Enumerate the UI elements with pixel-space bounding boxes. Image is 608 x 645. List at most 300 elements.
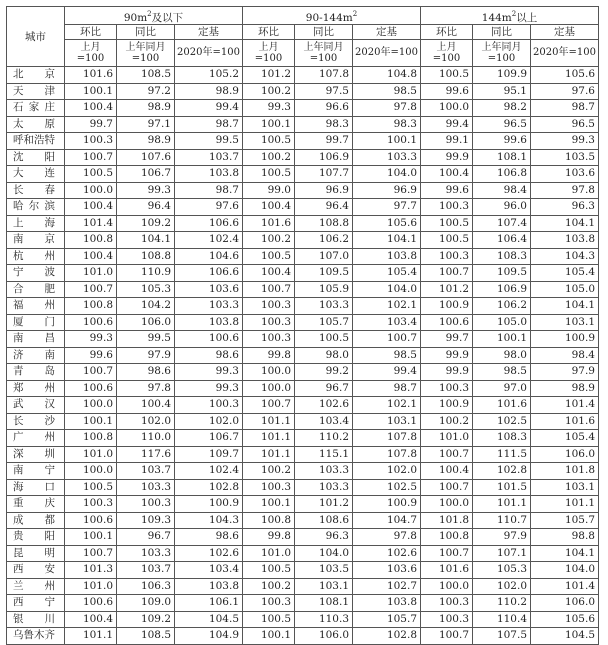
table-row: [7, 116, 599, 133]
index-value: 104.0: [531, 562, 599, 579]
index-value: 104.5: [531, 628, 599, 645]
index-value: 100.0: [243, 364, 295, 381]
index-value: 103.3: [295, 479, 353, 496]
index-value: 96.3: [531, 199, 599, 216]
index-value: 98.7: [531, 100, 599, 117]
index-value: 107.6: [117, 149, 175, 166]
index-value: 106.2: [473, 298, 531, 315]
index-value: 97.6: [175, 199, 243, 216]
index-value: 98.2: [473, 100, 531, 117]
index-value: 105.9: [295, 281, 353, 298]
index-value: 105.2: [175, 67, 243, 84]
index-value: 104.0: [295, 545, 353, 562]
index-value: 109.9: [473, 67, 531, 84]
column-subheader-base: 2020年=100: [531, 40, 599, 67]
index-value: 96.9: [353, 182, 421, 199]
index-value: 100.7: [243, 281, 295, 298]
index-value: 100.3: [421, 611, 473, 628]
index-value: 104.0: [353, 166, 421, 183]
index-value: 108.6: [295, 512, 353, 529]
table-row: [7, 248, 599, 265]
index-value: 102.0: [353, 463, 421, 480]
index-value: 99.8: [243, 347, 295, 364]
index-value: 103.3: [353, 149, 421, 166]
column-header-mom: 环比: [65, 25, 117, 40]
index-value: 101.4: [65, 215, 117, 232]
index-value: 96.5: [473, 116, 531, 133]
index-value: 101.1: [531, 496, 599, 513]
index-value: 109.5: [295, 265, 353, 282]
index-value: 106.7: [117, 166, 175, 183]
index-value: 96.4: [295, 199, 353, 216]
city-name: 福州: [7, 298, 65, 315]
index-value: 106.0: [531, 446, 599, 463]
table-row: [7, 496, 599, 513]
index-value: 100.0: [421, 496, 473, 513]
index-value: 102.5: [353, 479, 421, 496]
index-value: 100.1: [65, 413, 117, 430]
column-subheader-mom: 上月 =100: [65, 40, 117, 67]
index-value: 99.8: [243, 529, 295, 546]
index-value: 103.3: [175, 298, 243, 315]
index-value: 100.7: [353, 331, 421, 348]
index-value: 96.0: [473, 199, 531, 216]
city-name: 沈阳: [7, 149, 65, 166]
index-value: 95.1: [473, 83, 531, 100]
index-value: 99.6: [65, 347, 117, 364]
index-value: 109.0: [117, 595, 175, 612]
index-value: 100.7: [421, 545, 473, 562]
table-header: [7, 7, 599, 67]
index-value: 105.4: [353, 265, 421, 282]
index-value: 100.4: [65, 611, 117, 628]
index-value: 105.4: [531, 265, 599, 282]
table-row: [7, 182, 599, 199]
index-value: 105.0: [473, 314, 531, 331]
index-value: 103.6: [175, 281, 243, 298]
index-value: 100.2: [243, 232, 295, 249]
index-value: 101.6: [473, 397, 531, 414]
index-value: 104.8: [353, 67, 421, 84]
column-subheader-yoy: 上年同月 =100: [473, 40, 531, 67]
index-value: 100.4: [117, 397, 175, 414]
index-value: 106.3: [117, 578, 175, 595]
index-value: 102.5: [473, 413, 531, 430]
index-value: 109.7: [175, 446, 243, 463]
index-value: 97.6: [531, 83, 599, 100]
city-name: 兰州: [7, 578, 65, 595]
index-value: 103.1: [531, 314, 599, 331]
index-value: 99.2: [295, 364, 353, 381]
city-name: 长春: [7, 182, 65, 199]
index-value: 111.5: [473, 446, 531, 463]
city-name: 杭州: [7, 248, 65, 265]
city-name: 哈尔滨: [7, 199, 65, 216]
index-value: 101.6: [243, 215, 295, 232]
index-value: 97.8: [531, 182, 599, 199]
city-name: 郑州: [7, 380, 65, 397]
city-name: 厦门: [7, 314, 65, 331]
city-name: 长沙: [7, 413, 65, 430]
index-value: 100.5: [65, 479, 117, 496]
index-value: 100.2: [243, 149, 295, 166]
index-value: 100.5: [243, 611, 295, 628]
table-row: [7, 67, 599, 84]
index-value: 101.1: [65, 628, 117, 645]
index-value: 97.8: [117, 380, 175, 397]
index-value: 98.0: [295, 347, 353, 364]
index-value: 99.9: [421, 364, 473, 381]
index-value: 102.6: [295, 397, 353, 414]
city-name: 深圳: [7, 446, 65, 463]
index-value: 97.8: [353, 529, 421, 546]
index-value: 100.7: [243, 397, 295, 414]
index-value: 102.4: [175, 232, 243, 249]
index-value: 99.1: [421, 133, 473, 150]
index-value: 101.3: [65, 562, 117, 579]
index-value: 103.4: [295, 413, 353, 430]
index-value: 102.8: [473, 463, 531, 480]
city-name: 贵阳: [7, 529, 65, 546]
index-value: 104.0: [353, 281, 421, 298]
table-row: [7, 281, 599, 298]
city-name: 广州: [7, 430, 65, 447]
index-value: 100.5: [243, 562, 295, 579]
index-value: 104.3: [175, 512, 243, 529]
column-subheader-base: 2020年=100: [353, 40, 421, 67]
index-value: 103.8: [175, 578, 243, 595]
table-row: [7, 446, 599, 463]
index-value: 100.3: [243, 479, 295, 496]
city-name: 大连: [7, 166, 65, 183]
index-value: 105.7: [353, 611, 421, 628]
index-value: 100.1: [243, 116, 295, 133]
index-value: 108.3: [473, 430, 531, 447]
index-value: 100.1: [473, 331, 531, 348]
index-value: 98.9: [117, 133, 175, 150]
index-value: 103.7: [175, 149, 243, 166]
index-value: 98.5: [353, 83, 421, 100]
group-header-medium: $90-144m^2$: [243, 7, 421, 25]
column-subheader-mom: 上月 =100: [421, 40, 473, 67]
index-value: 102.0: [117, 413, 175, 430]
index-value: 110.4: [473, 611, 531, 628]
index-value: 96.5: [531, 116, 599, 133]
index-value: 104.9: [175, 628, 243, 645]
index-value: 100.4: [243, 199, 295, 216]
index-value: 101.6: [531, 413, 599, 430]
table-row: [7, 298, 599, 315]
index-value: 100.0: [421, 100, 473, 117]
city-name: 北京: [7, 67, 65, 84]
index-value: 103.8: [175, 166, 243, 183]
index-value: 100.9: [421, 298, 473, 315]
index-value: 109.3: [117, 512, 175, 529]
city-name: 南昌: [7, 331, 65, 348]
index-value: 99.9: [421, 149, 473, 166]
index-value: 102.6: [175, 545, 243, 562]
index-value: 104.1: [531, 545, 599, 562]
index-value: 110.0: [117, 430, 175, 447]
table-body: [7, 67, 599, 645]
index-value: 117.6: [117, 446, 175, 463]
index-value: 107.4: [473, 215, 531, 232]
index-value: 103.3: [295, 463, 353, 480]
index-value: 100.4: [421, 463, 473, 480]
index-value: 108.8: [295, 215, 353, 232]
city-name: 济南: [7, 347, 65, 364]
index-value: 100.4: [65, 100, 117, 117]
index-value: 107.7: [295, 166, 353, 183]
index-value: 100.3: [421, 380, 473, 397]
index-value: 100.9: [531, 331, 599, 348]
index-value: 103.7: [117, 463, 175, 480]
index-value: 99.4: [421, 116, 473, 133]
index-value: 97.0: [473, 380, 531, 397]
index-value: 100.2: [421, 413, 473, 430]
index-value: 101.6: [421, 562, 473, 579]
city-name: 天津: [7, 83, 65, 100]
table-row: [7, 265, 599, 282]
city-name: 重庆: [7, 496, 65, 513]
index-value: 110.9: [117, 265, 175, 282]
index-value: 101.2: [243, 67, 295, 84]
index-value: 101.0: [65, 578, 117, 595]
index-value: 100.9: [175, 496, 243, 513]
index-value: 99.6: [421, 83, 473, 100]
index-value: 110.7: [473, 512, 531, 529]
table-row: [7, 314, 599, 331]
index-value: 106.9: [295, 149, 353, 166]
index-value: 97.9: [473, 529, 531, 546]
table-row: [7, 413, 599, 430]
index-value: 97.8: [353, 100, 421, 117]
index-value: 102.7: [353, 578, 421, 595]
table-row: [7, 463, 599, 480]
index-value: 108.1: [473, 149, 531, 166]
index-value: 105.4: [531, 430, 599, 447]
index-value: 100.3: [117, 496, 175, 513]
index-value: 102.1: [353, 397, 421, 414]
index-value: 108.5: [117, 67, 175, 84]
index-value: 100.3: [65, 496, 117, 513]
index-value: 101.0: [65, 265, 117, 282]
index-value: 100.3: [175, 397, 243, 414]
index-value: 100.0: [65, 182, 117, 199]
group-header-small: $90m^2$及以下: [65, 7, 243, 25]
index-value: 100.1: [243, 628, 295, 645]
index-value: 96.9: [295, 182, 353, 199]
table-row: [7, 199, 599, 216]
index-value: 105.6: [531, 611, 599, 628]
city-name: 青岛: [7, 364, 65, 381]
index-value: 100.5: [421, 67, 473, 84]
table-row: [7, 529, 599, 546]
index-value: 100.5: [65, 166, 117, 183]
city-name: 西安: [7, 562, 65, 579]
index-value: 100.5: [243, 166, 295, 183]
index-value: 101.0: [243, 545, 295, 562]
index-value: 105.3: [117, 281, 175, 298]
index-value: 100.5: [243, 133, 295, 150]
table-row: [7, 562, 599, 579]
index-value: 103.8: [531, 232, 599, 249]
index-value: 98.7: [175, 182, 243, 199]
index-value: 100.1: [243, 496, 295, 513]
table-row: [7, 512, 599, 529]
column-header-base: 定基: [531, 25, 599, 40]
city-name: 太原: [7, 116, 65, 133]
index-value: 108.5: [117, 628, 175, 645]
price-index-table: [6, 6, 599, 645]
index-value: 99.6: [421, 182, 473, 199]
city-name: 南宁: [7, 463, 65, 480]
index-value: 99.7: [295, 133, 353, 150]
index-value: 100.8: [421, 529, 473, 546]
table-row: [7, 364, 599, 381]
index-value: 99.3: [243, 100, 295, 117]
index-value: 102.0: [175, 413, 243, 430]
column-header-yoy: 同比: [117, 25, 175, 40]
index-value: 102.4: [175, 463, 243, 480]
index-value: 100.3: [421, 248, 473, 265]
index-value: 103.1: [353, 413, 421, 430]
index-value: 109.5: [473, 265, 531, 282]
index-value: 100.4: [65, 248, 117, 265]
index-value: 106.6: [175, 215, 243, 232]
index-value: 98.3: [353, 116, 421, 133]
index-value: 100.5: [295, 331, 353, 348]
index-value: 100.7: [65, 149, 117, 166]
index-value: 101.1: [243, 430, 295, 447]
table-row: [7, 479, 599, 496]
index-value: 99.9: [421, 347, 473, 364]
index-value: 103.1: [295, 578, 353, 595]
index-value: 96.7: [117, 529, 175, 546]
index-value: 97.7: [353, 199, 421, 216]
index-value: 103.5: [531, 149, 599, 166]
index-value: 100.6: [421, 314, 473, 331]
table-row: [7, 595, 599, 612]
city-name: 呼和浩特: [7, 133, 65, 150]
column-subheader-yoy: 上年同月 =100: [117, 40, 175, 67]
column-header-base: 定基: [353, 25, 421, 40]
table-row: [7, 347, 599, 364]
index-value: 99.5: [175, 133, 243, 150]
index-value: 97.2: [117, 83, 175, 100]
index-value: 106.0: [117, 314, 175, 331]
index-value: 101.8: [421, 512, 473, 529]
index-value: 106.8: [473, 166, 531, 183]
column-header-yoy: 同比: [295, 25, 353, 40]
index-value: 108.3: [473, 248, 531, 265]
city-name: 西宁: [7, 595, 65, 612]
index-value: 96.6: [295, 100, 353, 117]
index-value: 100.8: [65, 232, 117, 249]
table-row: [7, 166, 599, 183]
index-value: 100.1: [65, 83, 117, 100]
index-value: 100.3: [65, 133, 117, 150]
city-name: 银川: [7, 611, 65, 628]
index-value: 105.6: [353, 215, 421, 232]
city-column-header: 城市: [7, 7, 65, 67]
index-value: 109.2: [117, 611, 175, 628]
table-row: [7, 331, 599, 348]
column-subheader-yoy: 上年同月 =100: [295, 40, 353, 67]
index-value: 104.2: [117, 298, 175, 315]
index-value: 105.7: [531, 512, 599, 529]
index-value: 100.0: [65, 397, 117, 414]
index-value: 100.5: [243, 248, 295, 265]
index-value: 96.4: [117, 199, 175, 216]
group-header-large: $144m^2$以上: [421, 7, 599, 25]
index-value: 100.9: [353, 496, 421, 513]
index-value: 100.3: [243, 314, 295, 331]
table-row: [7, 83, 599, 100]
table-row: [7, 397, 599, 414]
city-name: 武汉: [7, 397, 65, 414]
index-value: 99.7: [421, 331, 473, 348]
index-value: 106.1: [175, 595, 243, 612]
index-value: 104.5: [175, 611, 243, 628]
city-name: 合肥: [7, 281, 65, 298]
table-row: [7, 149, 599, 166]
index-value: 103.3: [295, 298, 353, 315]
table-row: [7, 380, 599, 397]
index-value: 102.8: [353, 628, 421, 645]
index-value: 103.1: [531, 479, 599, 496]
index-value: 100.8: [65, 430, 117, 447]
index-value: 109.2: [117, 215, 175, 232]
index-value: 104.3: [531, 248, 599, 265]
index-value: 100.3: [243, 298, 295, 315]
index-value: 101.0: [65, 446, 117, 463]
index-value: 100.3: [421, 199, 473, 216]
index-value: 101.4: [531, 578, 599, 595]
index-value: 98.6: [175, 529, 243, 546]
index-value: 100.0: [421, 578, 473, 595]
index-value: 97.5: [295, 83, 353, 100]
index-value: 106.6: [175, 265, 243, 282]
index-value: 97.9: [117, 347, 175, 364]
index-value: 98.6: [117, 364, 175, 381]
index-value: 107.5: [473, 628, 531, 645]
index-value: 98.5: [353, 347, 421, 364]
index-value: 104.1: [353, 232, 421, 249]
index-value: 108.1: [295, 595, 353, 612]
index-value: 104.1: [531, 298, 599, 315]
table-row: [7, 430, 599, 447]
index-value: 99.7: [65, 116, 117, 133]
index-value: 107.1: [473, 545, 531, 562]
index-value: 103.8: [353, 595, 421, 612]
index-value: 98.0: [473, 347, 531, 364]
index-value: 103.4: [175, 562, 243, 579]
index-value: 100.0: [243, 380, 295, 397]
table-row: [7, 133, 599, 150]
index-value: 102.0: [473, 578, 531, 595]
index-value: 98.9: [531, 380, 599, 397]
index-value: 101.2: [295, 496, 353, 513]
index-value: 100.7: [421, 628, 473, 645]
index-value: 100.6: [175, 331, 243, 348]
index-value: 99.4: [353, 364, 421, 381]
city-name: 宁波: [7, 265, 65, 282]
index-value: 100.0: [65, 463, 117, 480]
index-value: 107.8: [353, 446, 421, 463]
index-value: 104.6: [175, 248, 243, 265]
index-value: 98.4: [473, 182, 531, 199]
